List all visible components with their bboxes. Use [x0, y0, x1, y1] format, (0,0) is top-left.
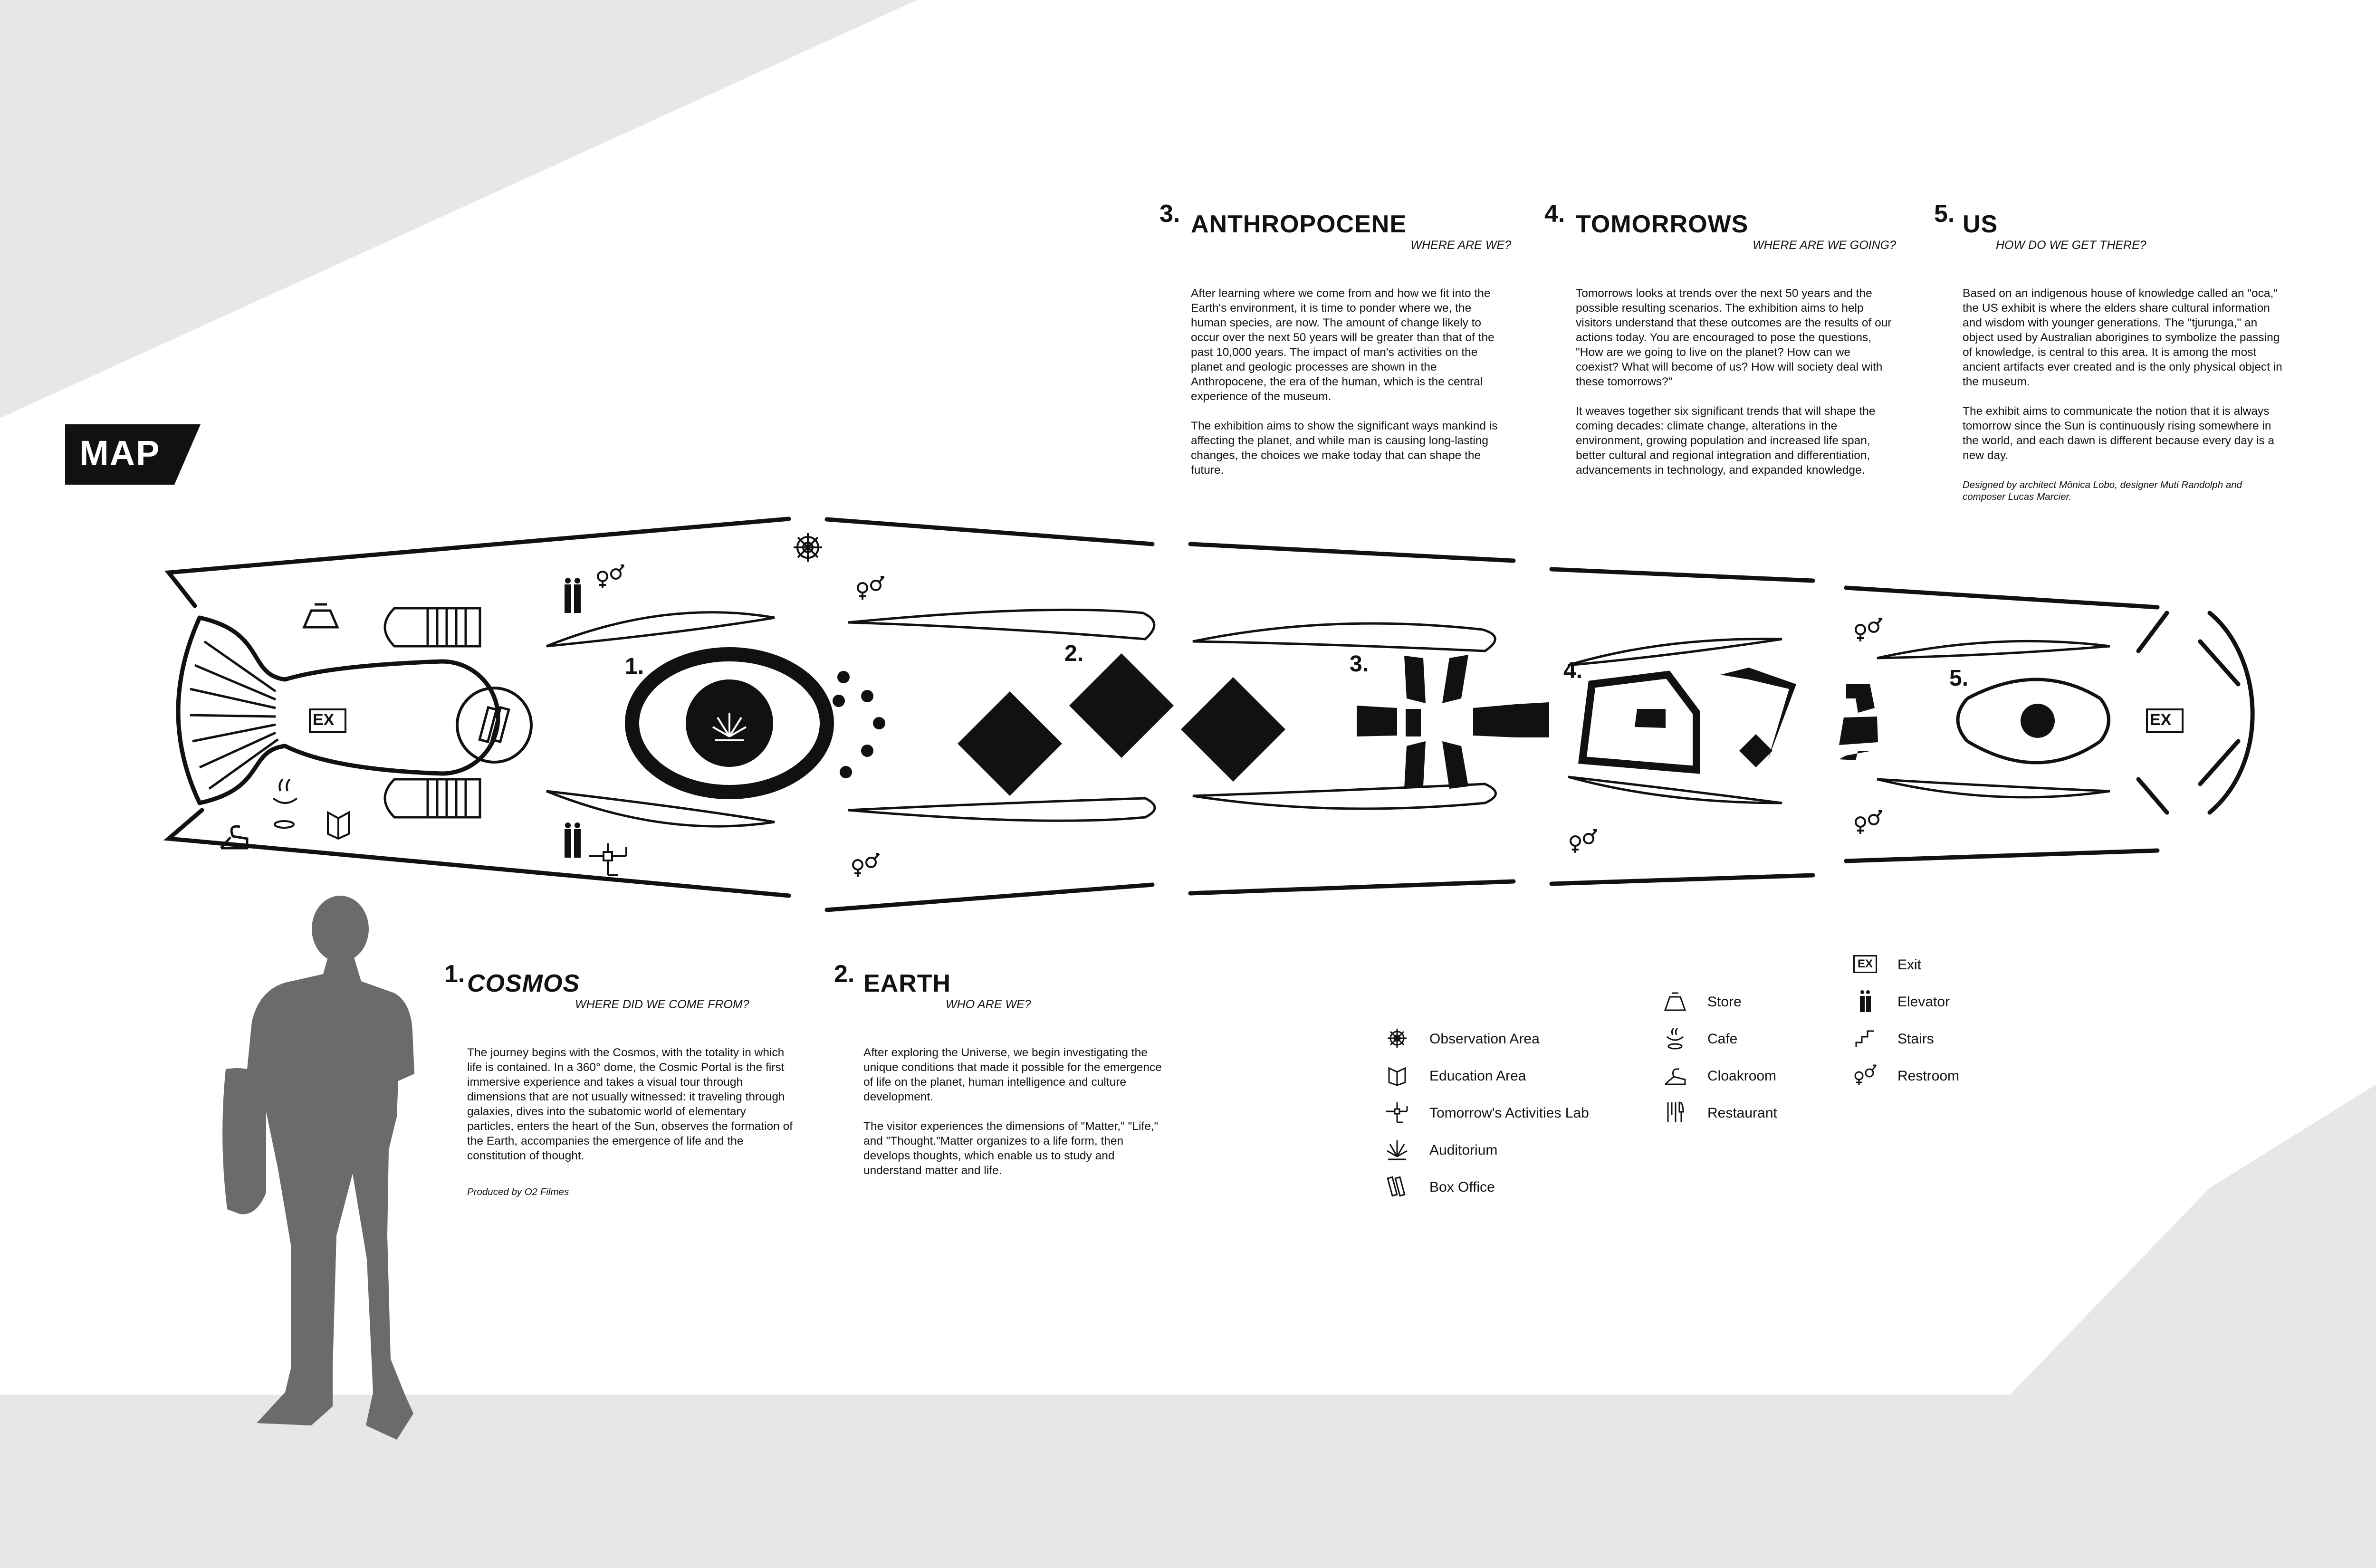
cafe-icon: [1663, 1026, 1687, 1050]
section-us: [1934, 200, 2286, 513]
outer-wall-top-left: [169, 519, 789, 606]
restroom-icon-6: [1856, 811, 1882, 834]
auditorium-icon: [1385, 1138, 1409, 1161]
outer-wall-bottom-3: [1190, 881, 1514, 893]
exit-fan-line-2: [2200, 741, 2238, 784]
restroom-icon-4: [1571, 830, 1597, 853]
cloakroom-icon: [1663, 1063, 1687, 1087]
entrance-arc: [178, 618, 200, 803]
education-icon: [1385, 1063, 1409, 1087]
section-subtitle: HOW DO WE GET THERE?: [1996, 239, 2146, 252]
section-cosmos: [444, 960, 796, 1207]
tomorrows-structures: [1582, 668, 1796, 770]
section-body: [1576, 286, 1894, 492]
zone-number-4: 4.: [1563, 658, 1583, 683]
legend-label: Tomorrow's Activities Lab: [1429, 1105, 1589, 1121]
outer-wall-bottom-2: [827, 885, 1152, 910]
exit-fan-line-4: [2138, 779, 2167, 813]
section-number: 2.: [834, 960, 855, 988]
section-credit: Designed by architect Mônica Lobo, designer Muti Randolph and composer Lucas Marcier.: [1963, 479, 2242, 502]
section-credit: Produced by O2 Filmes: [467, 1186, 569, 1197]
legend-label: Stairs: [1897, 1031, 1934, 1047]
outer-wall-bottom-5: [1846, 851, 2157, 861]
outer-wall-bottom-left: [169, 810, 789, 896]
section-number: 5.: [1934, 200, 1955, 228]
section-body: [1191, 286, 1509, 492]
entrance-fan-rays: [190, 641, 278, 789]
restaurant-icon: [1663, 1100, 1687, 1124]
section-body: [467, 1045, 795, 1178]
stairs-icon: [1853, 1026, 1877, 1050]
map-observation-icon: [794, 533, 822, 562]
entrance-fan-top: [200, 618, 285, 679]
section-number: 4.: [1544, 200, 1565, 228]
legend-label: Restaurant: [1707, 1105, 1777, 1121]
exit-fan-line-1: [2200, 641, 2238, 684]
outer-wall-top-4: [1552, 569, 1813, 581]
section-title: COSMOS: [467, 970, 580, 997]
map-exit-right-label: EX: [2150, 711, 2172, 729]
cosmos-portal: [632, 654, 885, 792]
visitor-silhouette: [222, 896, 414, 1440]
zone-number-5: 5.: [1949, 666, 1969, 691]
section-body-paragraph: After exploring the Universe, we begin investigating the unique conditions that made it possible for the emergence of life on the planet, human intelligence and culture development.: [863, 1046, 1162, 1103]
outer-wall-top-5: [1846, 588, 2157, 607]
legend-label: Education Area: [1429, 1068, 1526, 1084]
section-body-paragraph: The visitor experiences the dimensions of "Matter," "Life," and "Thought."Matter organizes to a life form, then develops thoughts, which enable us to study and understand matter and life.: [863, 1120, 1159, 1177]
section-tomorrows: [1544, 200, 1896, 494]
section-body-paragraph: The journey begins with the Cosmos, with the totality in which life is contained. In a 360° dome, the Cosmic Portal is the first immersive experience and takes a visual tour through dimensions that are not usually witnessed: it traveling through galaxies, dives into the subatomic world of elementary particles, enters the heart of the Sun, observes the formation of the Earth, accompanies the emergence of life and the constitution of thought.: [467, 1046, 793, 1162]
legend-label: Observation Area: [1429, 1031, 1540, 1047]
legend-label: Exit: [1897, 957, 1922, 973]
exit-arc: [2210, 613, 2252, 813]
restroom-icon-5: [1856, 619, 1882, 641]
zone-number-1: 1.: [625, 654, 644, 679]
elevator-icon: [1853, 989, 1877, 1013]
section-anthropocene: [1159, 200, 1511, 494]
observation-icon: [1385, 1026, 1409, 1050]
legend-label: Elevator: [1897, 994, 1950, 1010]
map-activities-lab-icon: [589, 843, 626, 875]
restroom-icon-3: [853, 854, 879, 877]
section-body-paragraph: After learning where we come from and how we fit into the Earth's environment, it is time to ponder where we, the human species, are now. The amount of change likely to occur over the next 50 years will be greater than that of the past 10,000 years. The impact of man's activities on the planet and geologic processes are shown in the Anthropocene, the era of the human, which is the central experience of the museum.: [1191, 287, 1495, 403]
exit-icon: EX: [1853, 955, 1877, 973]
legend-label: Auditorium: [1429, 1142, 1498, 1158]
section-subtitle: WHERE ARE WE?: [1410, 239, 1511, 252]
section-number: 1.: [444, 960, 465, 988]
box-office-icon: [1385, 1175, 1409, 1198]
entrance-fan-bottom: [200, 746, 285, 803]
outer-wall-bottom-4: [1552, 875, 1813, 884]
section-body-paragraph: It weaves together six significant trends that will shape the coming decades: climate change, alterations in the environment, growing population and increased life span, better cultural and regional integration and differentiation, advancements in technology, and expanded knowledge.: [1576, 405, 1876, 477]
exit-fan-line-3: [2138, 613, 2167, 651]
section-title: US: [1963, 210, 1998, 238]
store-icon: [1663, 989, 1687, 1013]
legend-label: Store: [1707, 994, 1742, 1010]
map-exit-left-label: EX: [313, 711, 335, 729]
section-earth: [834, 960, 1176, 1207]
section-body-paragraph: Based on an indigenous house of knowledge called an "oca," the US exhibit is where the elders share cultural information and wisdom with younger generations. The "tjurunga," an object used by Australian aborigines to symbolize the passing of knowledge, is central to this area. It is among the most ancient artifacts ever created and is the only physical object in the museum.: [1963, 287, 2282, 388]
outer-wall-top-2: [827, 519, 1152, 544]
section-body: [863, 1045, 1163, 1193]
map-store-icon: [304, 604, 337, 627]
restroom-icon-1: [598, 565, 624, 588]
anthropocene-totems: [1357, 655, 1549, 789]
activities-lab-icon: [1385, 1100, 1409, 1124]
legend-label: Restroom: [1897, 1068, 1960, 1084]
earth-diamonds: [958, 653, 1285, 796]
map-elevator-icon-bottom: [565, 822, 581, 858]
legend-label: Cloakroom: [1707, 1068, 1777, 1084]
legend-label: Box Office: [1429, 1179, 1495, 1195]
section-number: 3.: [1159, 200, 1180, 228]
outer-wall-top-3: [1190, 544, 1514, 561]
restroom-icon: [1853, 1063, 1877, 1087]
us-oca: [1839, 679, 2109, 763]
zone-number-3: 3.: [1350, 651, 1369, 677]
restroom-icon-2: [858, 577, 884, 600]
escalators: [385, 608, 480, 817]
section-title: TOMORROWS: [1576, 210, 1749, 238]
section-subtitle: WHO ARE WE?: [946, 998, 1031, 1011]
section-body-paragraph: The exhibit aims to communicate the notion that it is always tomorrow since the Sun is continuously rising somewhere in the world, and each dawn is different because every day is a new day.: [1963, 405, 2274, 462]
section-subtitle: WHERE ARE WE GOING?: [1753, 239, 1896, 252]
section-body: [1963, 286, 2286, 478]
map-elevator-icon-top: [565, 578, 581, 613]
section-body-paragraph: The exhibition aims to show the significant ways mankind is affecting the planet, and while man is causing long-lasting changes, the choices we make today that can shape the future.: [1191, 420, 1498, 477]
section-title: EARTH: [863, 970, 951, 997]
legend-label: Cafe: [1707, 1031, 1738, 1047]
section-title: ANTHROPOCENE: [1191, 210, 1407, 238]
zone-number-2: 2.: [1064, 641, 1084, 666]
map-label: MAP: [79, 433, 161, 473]
section-subtitle: WHERE DID WE COME FROM?: [575, 998, 749, 1011]
map-education-icon: [328, 813, 349, 839]
section-body-paragraph: Tomorrows looks at trends over the next 50 years and the possible resulting scenarios. The exhibition aims to help visitors understand that these outcomes are the results of our actions today. You are encouraged to pose the questions, "How are we going to live on the planet? How can we coexist? What will become of us? How will society deal with these tomorrows?": [1576, 287, 1892, 388]
map-cafe-icon: [273, 779, 297, 828]
cosmos-dots: [833, 671, 885, 778]
